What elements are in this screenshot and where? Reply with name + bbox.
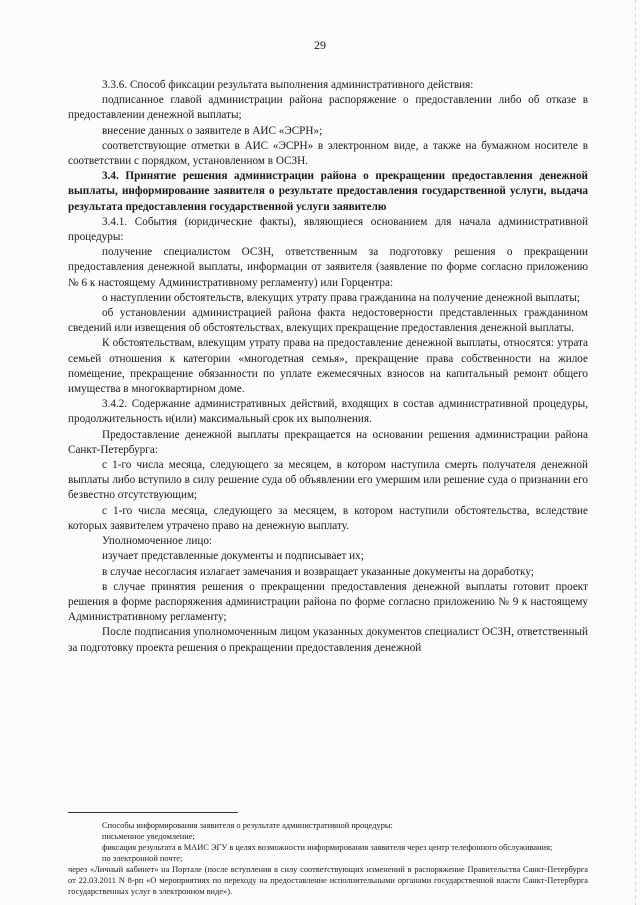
paragraph: в случае несогласия излагает замечания и возвращает указанные документы на доработку; <box>102 565 534 578</box>
section-heading: 3.4. Принятие решения администрации района о прекращении предоставления денежной выплаты, информирование заявителя о результате предоставления государственной услуги, выдача результата предоставления государственной услуги заявителю <box>68 170 588 213</box>
paragraph: об установлении администрацией района факта недостоверности представленных гражданином сведений или извещения об обстоятельствах, влекущих прекращение предоставления денежной выплаты. <box>68 307 588 335</box>
paragraph: 3.4.1. События (юридические факты), являющиеся основанием для начала административной процедуры: <box>68 215 588 244</box>
footnotes <box>68 820 588 897</box>
paragraph: 3.4.2. Содержание административных действий, входящих в состав административной процедуры, продолжительность и(или) максимальный срок их выполнения. <box>68 398 588 426</box>
paragraph: 3.3.6. Способ фиксации результата выполнения административного действия: <box>102 79 474 91</box>
paragraph: Предоставление денежной выплаты прекращается на основании решения администрации района Санкт-Петербурга: <box>68 428 588 456</box>
footnote-line: по электронной почте; <box>102 854 183 863</box>
scan-edge-line <box>635 0 636 905</box>
paragraph: в случае принятия решения о прекращении предоставления денежной выплаты готовит проект решения в форме распоряжения администрации района по форме согласно приложению № 9 к настоящему Административному регламенту; <box>68 580 588 624</box>
footnote-line: письменное уведомление; <box>102 832 195 841</box>
page-number: 29 <box>314 38 326 52</box>
paragraph: с 1-го числа месяца, следующего за месяцем, в котором наступила смерть получателя денежной выплаты либо вступило в силу решение суда об объявлении его умершим или решение суда о признании его безвестно отсутствующим; <box>68 459 588 502</box>
footnote-divider <box>68 812 238 813</box>
paragraph: К обстоятельствам, влекущим утрату права на предоставление денежной выплаты, относятся: утрата семьей отношения к категории «многодетная семья», прекращение права собственности на жилое помещение, прекращение обязанности по уплате ежемесячных взносов на капитальный ремонт общего имущества в многоквартирном доме. <box>68 337 588 396</box>
footnote-line: фиксация результата в МАИС ЭГУ в целях возможности информирования заявителя через центр телефонного обслуживания; <box>102 843 553 852</box>
paragraph: После подписания уполномоченным лицом указанных документов специалист ОСЗН, ответственный за подготовку проекта решения о прекращении предоставления денежной <box>68 626 588 654</box>
paragraph: с 1-го числа месяца, следующего за месяцем, в котором наступили обстоятельства, вследствие которых заявителем утрачено право на денежную выплату. <box>68 504 588 532</box>
paragraph: Уполномоченное лицо: <box>102 535 213 548</box>
footnote-line: Способы информирования заявителя о результате административной процедуры: <box>102 821 393 830</box>
paragraph: получение специалистом ОСЗН, ответственным за подготовку решения о прекращении предоставления денежной выплаты, информации от заявителя (заявление по форме согласно приложению № 6 к настоящему Административному регламенту) или Горцентра: <box>68 246 588 289</box>
paragraph: внесение данных о заявителе в АИС «ЭСРН»; <box>102 124 323 137</box>
paragraph: о наступлении обстоятельств, влекущих утрату права гражданина на получение денежной выплаты; <box>102 291 580 304</box>
footnote-line: через «Личный кабинет» на Портале (после вступления в силу соответствующих изменений в распоряжение Правительства Санкт-Петербурга от 22.03.2011 N 8-рп «О мероприятиях по переходу на предоставление исполнительными органами государственной власти Санкт-Петербурга государственных услуг в электронном виде»). <box>68 865 588 896</box>
paragraph: изучает представленные документы и подписывает их; <box>102 550 364 563</box>
paragraph: соответствующие отметки в АИС «ЭСРН» в электронном виде, а также на бумажном носителе в соответствии с порядком, установленном в ОСЗН. <box>68 139 588 168</box>
paragraph: подписанное главой администрации района распоряжение о предоставлении либо об отказе в предоставлении денежной выплаты; <box>68 94 588 122</box>
main-text <box>68 78 588 656</box>
